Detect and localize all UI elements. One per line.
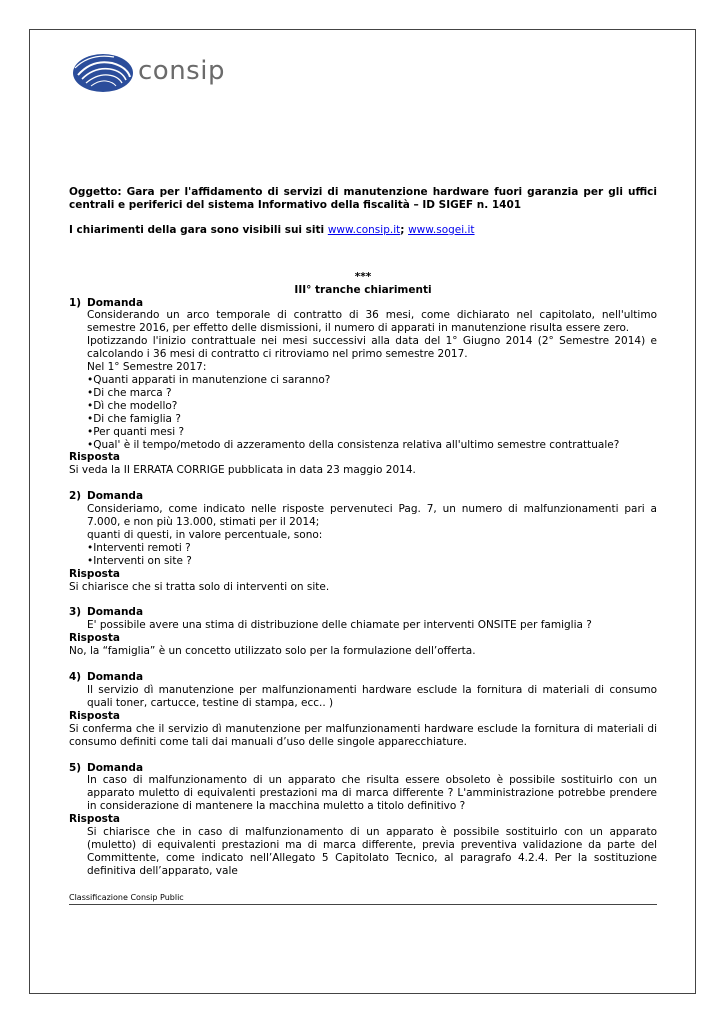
question-2-head bbox=[69, 490, 657, 503]
answer-1-label: Risposta bbox=[69, 451, 121, 464]
question-3-p1: E' possibile avere una stima di distribuzione delle chiamate per interventi ONSITE per famiglia ? bbox=[87, 619, 592, 632]
subject-text: Gara per l'affidamento di servizi di manutenzione hardware fuori garanzia per gli uffici centrali e periferici del sistema Informativo della fiscalità – ID SIGEF n. 1401 bbox=[69, 186, 657, 211]
answer-5-text: Si chiarisce che in caso di malfunzionamento di un apparato è possibile sostituirlo con un apparato (muletto) di equivalenti prestazioni ma di marca differente, previa preventiva validazione da parte del Committente, come indicato nell’Allegato 5 Capitolato Tecnico, al paragrafo 4.2.4. Per la sostituzione definitiva dell’apparato, vale bbox=[87, 826, 657, 877]
question-2 bbox=[69, 490, 657, 593]
brand-name: consip bbox=[138, 56, 225, 86]
subject-label: Oggetto: bbox=[69, 186, 122, 198]
bullet-item: • Dì che modello? bbox=[87, 400, 657, 413]
answer-1-text: Si veda la II ERRATA CORRIGE pubblicata in data 23 maggio 2014. bbox=[69, 464, 416, 477]
answer-2-text: Si chiarisce che si tratta solo di interventi on site. bbox=[69, 580, 330, 593]
bullet-item: • Per quanti mesi ? bbox=[87, 426, 657, 439]
bullet-item: • Di che famiglia ? bbox=[87, 413, 657, 426]
question-3-label: Domanda bbox=[87, 606, 144, 619]
answer-4-text: Si conferma che il servizio dì manutenzione per malfunzionamenti hardware esclude la fornitura di materiali di consumo definiti come tali dai manuali d’uso delle singole apparecchiature. bbox=[69, 722, 657, 748]
question-1-label: Domanda bbox=[87, 296, 144, 309]
consip-link[interactable]: www.consip.it bbox=[327, 223, 401, 236]
question-2-p1: Consideriamo, come indicato nelle risposte pervenuteci Pag. 7, un numero di malfunzionamenti pari a 7.000, e non più 13.000, stimati per il 2014; bbox=[87, 503, 657, 529]
question-5-p1: In caso di malfunzionamento di un apparato che risulta essere obsoleto è possibile sostituirlo con un apparato muletto di equivalenti prestazioni ma di marca differente ? L'amministrazione potrebbe prendere in considerazione di mantenere la macchina muletto a titolo definitivo ? bbox=[87, 774, 657, 813]
tranche-title: III° tranche chiarimenti bbox=[294, 283, 432, 296]
question-1-p3: Nel 1° Semestre 2017: bbox=[87, 361, 207, 374]
visibility-line bbox=[69, 224, 657, 237]
question-1-p1: Considerando un arco temporale di contratto di 36 mesi, come dichiarato nel capitolato, nell'ultimo semestre 2016, per effetto delle dismissioni, il numero di apparati in manutenzione risulta essere zero. bbox=[87, 309, 657, 335]
question-2-number: 2) bbox=[69, 490, 82, 503]
answer-3-text: No, la “famiglia” è un concetto utilizzato solo per la formulazione dell’offerta. bbox=[69, 645, 476, 658]
bullet-item: • Quanti apparati in manutenzione ci saranno? bbox=[87, 374, 657, 387]
section-stars: *** bbox=[354, 270, 372, 283]
question-3 bbox=[69, 606, 657, 658]
question-4-head bbox=[69, 671, 657, 684]
question-1-bullets bbox=[69, 374, 657, 451]
visibility-separator: ; bbox=[400, 223, 409, 236]
subject bbox=[69, 186, 657, 212]
question-3-number: 3) bbox=[69, 606, 82, 619]
visibility-prefix: I chiarimenti della gara sono visibili sui siti bbox=[69, 223, 328, 236]
question-4-label: Domanda bbox=[87, 671, 144, 684]
question-5-label: Domanda bbox=[87, 761, 144, 774]
bullet-item: • Interventi remoti ? bbox=[87, 542, 657, 555]
bullet-item: • Qual' è il tempo/metodo di azzeramento della consistenza relativa all'ultimo semestre contrattuale? bbox=[87, 439, 657, 452]
question-5-number: 5) bbox=[69, 761, 82, 774]
answer-3-label: Risposta bbox=[69, 632, 121, 645]
consip-swirl-icon bbox=[72, 53, 134, 93]
footer-classification: Classificazione Consip Public bbox=[69, 893, 657, 905]
question-1-number: 1) bbox=[69, 296, 82, 309]
question-2-label: Domanda bbox=[87, 490, 144, 503]
question-1-p2: Ipotizzando l'inizio contrattuale nei mesi successivi alla data del 1° Giugno 2014 (2° Semestre 2014) e calcolando i 36 mesi di contratto ci ritroviamo nel primo semestre 2017. bbox=[87, 335, 657, 361]
question-4 bbox=[69, 671, 657, 748]
question-2-p2: quanti di questi, in valore percentuale, sono: bbox=[87, 528, 323, 541]
sogei-link[interactable]: www.sogei.it bbox=[408, 223, 475, 236]
question-2-bullets bbox=[69, 542, 657, 568]
question-1-head bbox=[69, 297, 657, 310]
question-3-head bbox=[69, 606, 657, 619]
question-5 bbox=[69, 762, 657, 878]
answer-4-label: Risposta bbox=[69, 709, 121, 722]
document-body bbox=[69, 186, 657, 878]
answer-2-label: Risposta bbox=[69, 567, 121, 580]
question-1 bbox=[69, 297, 657, 478]
answer-5-label: Risposta bbox=[69, 813, 121, 826]
question-5-head bbox=[69, 762, 657, 775]
question-4-number: 4) bbox=[69, 671, 82, 684]
question-4-p1: Il servizio dì manutenzione per malfunzionamenti hardware esclude la fornitura di materiali di consumo quali toner, cartucce, testine di stampa, ecc.. ) bbox=[87, 684, 657, 709]
bullet-item: • Di che marca ? bbox=[87, 387, 657, 400]
bullet-item: • Interventi on site ? bbox=[87, 555, 657, 568]
